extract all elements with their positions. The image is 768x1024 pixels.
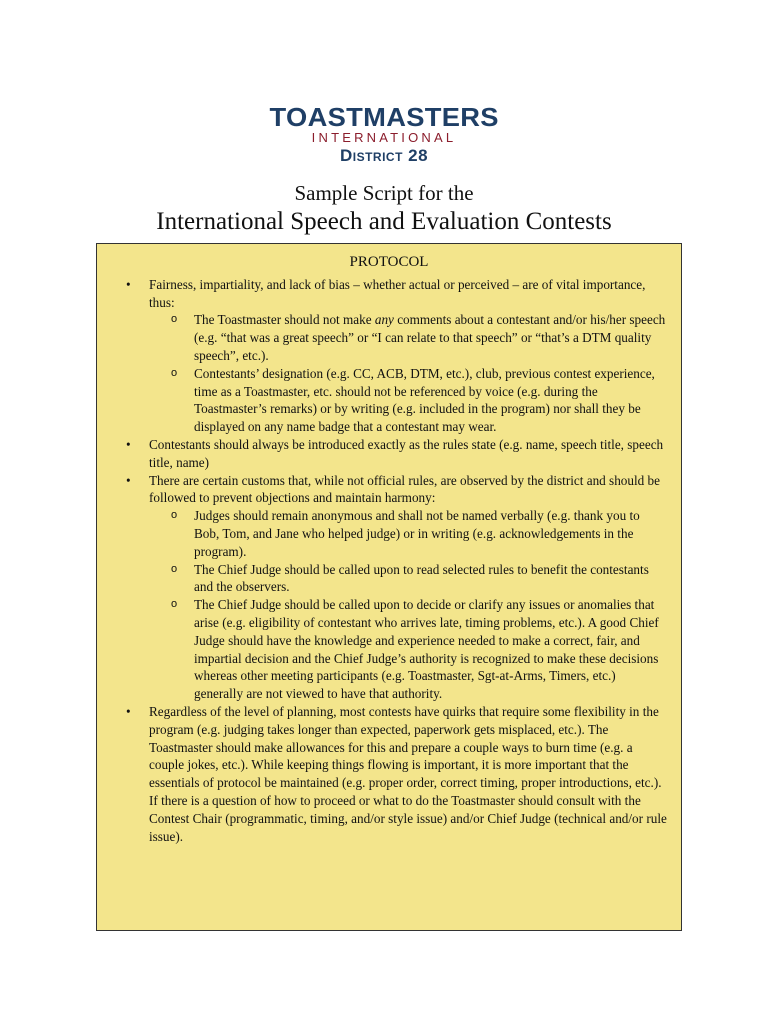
emphasis-text: any: [374, 312, 394, 328]
list-item: [121, 436, 667, 472]
logo-subtitle: INTERNATIONAL: [311, 130, 457, 145]
sub-bullet-icon: o: [171, 313, 178, 326]
list-item: [121, 472, 667, 703]
list-item-text: Fairness, impartiality, and lack of bias – whether actual or perceived – are of vital importance, thus:: [149, 276, 646, 310]
list-item-text: There are certain customs that, while not official rules, are observed by the district and should be followed to prevent objections and maintain harmony:: [149, 472, 660, 506]
bullet-icon: •: [126, 436, 131, 452]
sub-item-text: The Chief Judge should be called upon to read selected rules to benefit the contestants and the observers.: [194, 561, 649, 595]
sub-list-item: [149, 596, 667, 703]
sub-item-text: The Toastmaster should not make: [194, 312, 375, 328]
sub-item-text: Contestants’ designation (e.g. CC, ACB, DTM, etc.), club, previous contest experience, time as a Toastmaster, etc. should not be referenced by voice (e.g. during the Toastmaster’s remarks) or by writing (e.g. included in the program) nor shall they be displayed on any name badge that a contestant may wear.: [194, 365, 655, 435]
sub-bullet-icon: o: [171, 366, 178, 379]
bullet-icon: •: [126, 472, 131, 488]
sub-item-text-cont: comments about a contestant and/or his/her speech (e.g. “that was a great speech” or “I can relate to that speech” or “that’s a DTM quality speech”, etc.).: [194, 312, 666, 363]
sub-bullet-icon: o: [171, 598, 178, 611]
sub-bullet-icon: o: [171, 562, 178, 575]
bullet-icon: •: [126, 276, 131, 292]
document-title-line2: International Speech and Evaluation Contests: [156, 208, 612, 235]
sub-list-item: [149, 311, 667, 364]
sub-list: [149, 507, 667, 703]
list-item-text: Contestants should always be introduced exactly as the rules state (e.g. name, speech title, speech title, name): [149, 436, 664, 470]
protocol-box: [96, 243, 682, 931]
sub-list-item: [149, 365, 667, 436]
sub-list-item: [149, 507, 667, 560]
list-item-text: Regardless of the level of planning, most contests have quirks that require some flexibility in the program (e.g. judging takes longer than expected, paperwork gets misplaced, etc.). The Toastmaster should make allowances for this and prepare a couple ways to burn time (e.g. a couple jokes, etc.). While keeping things flowing is important, it is more important that the essentials of protocol be maintained (e.g. proper order, correct timing, proper introductions, etc.). If there is a question of how to proceed or what to do the Toastmaster should consult with the Contest Chair (programmatic, timing, and/or style issue) and/or Chief Judge (technical and/or rule issue).: [149, 703, 667, 844]
sub-list: [149, 311, 667, 436]
sub-item-text: The Chief Judge should be called upon to decide or clarify any issues or anomalies that arise (e.g. eligibility of contestant who arrives late, timing problems, etc.). A good Chief Judge should have the knowledge and experience needed to make a correct, fair, and impartial decision and the Chief Judge’s authority is recognized to make these decisions whereas other meeting participants (e.g. Toastmaster, Sgt-at-Arms, Timers, etc.) generally are not viewed to have that authority.: [194, 597, 659, 702]
district-label: District 28: [339, 146, 429, 165]
protocol-list: [121, 276, 667, 846]
list-item: [121, 276, 667, 436]
sub-item-text: Judges should remain anonymous and shall not be named verbally (e.g. thank you to Bob, Tom, and Jane who helped judge) or in writing (e.g. acknowledgements in the program).: [194, 508, 640, 559]
protocol-heading: PROTOCOL: [349, 254, 429, 270]
document-title-line1: Sample Script for the: [294, 181, 474, 205]
sub-list-item: [149, 561, 667, 597]
logo-wordmark: TOASTMASTERS: [269, 102, 499, 132]
bullet-icon: •: [126, 703, 131, 719]
sub-bullet-icon: o: [171, 509, 178, 522]
list-item: [121, 703, 667, 845]
toastmasters-logo: [0, 103, 768, 145]
